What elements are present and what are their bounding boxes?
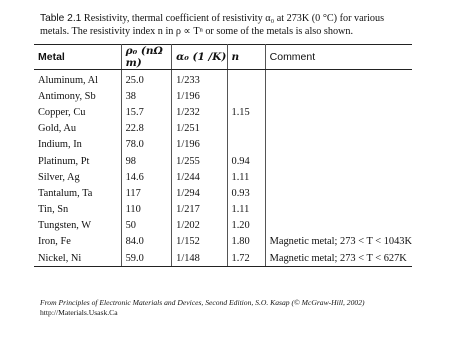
cell-metal: Tantalum, Ta [34,185,121,201]
table-row [34,169,412,185]
cell-resistivity: 38 [121,88,172,104]
cell-temp-coefficient: 1/233 [172,70,227,89]
cell-index-n: 1.11 [227,169,265,185]
source-url: http://Materials.Usask.Ca [40,308,118,317]
cell-temp-coefficient: 1/255 [172,153,227,169]
cell-temp-coefficient: 1/148 [172,250,227,267]
caption-table-number: Table 2.1 [40,13,82,24]
cell-temp-coefficient: 1/294 [172,185,227,201]
cell-metal: Platinum, Pt [34,153,121,169]
cell-comment [265,137,412,153]
cell-resistivity: 110 [121,202,172,218]
cell-comment [265,121,412,137]
cell-temp-coefficient: 1/196 [172,88,227,104]
cell-temp-coefficient: 1/202 [172,218,227,234]
cell-resistivity: 22.8 [121,121,172,137]
cell-temp-coefficient: 1/196 [172,137,227,153]
table-row [34,234,412,250]
caption-line-1 [40,12,440,25]
cell-temp-coefficient: 1/217 [172,202,227,218]
caption-text-1: Resistivity, thermal coefficient of resistivity α₀ at 273K (0 °C) for various [81,13,385,24]
cell-index-n: 0.94 [227,153,265,169]
cell-temp-coefficient: 1/232 [172,104,227,120]
cell-index-n: 1.11 [227,202,265,218]
source-citation [40,298,440,318]
cell-index-n: 0.93 [227,185,265,201]
header-resistivity: ρ₀ (nΩ m) [121,45,172,70]
table-row [34,153,412,169]
cell-index-n: 1.80 [227,234,265,250]
cell-comment [265,70,412,89]
cell-resistivity: 50 [121,218,172,234]
cell-comment [265,202,412,218]
table-row [34,121,412,137]
header-index-n: n [227,45,265,70]
table-caption [40,12,440,38]
table-row [34,218,412,234]
cell-metal: Tungsten, W [34,218,121,234]
cell-comment: Magnetic metal; 273 < T < 1043K [269,236,412,248]
cell-metal: Gold, Au [34,121,121,137]
cell-metal: Antimony, Sb [34,88,121,104]
header-temp-coefficient: α₀ (1 /K) [172,45,227,70]
cell-resistivity: 78.0 [121,137,172,153]
cell-resistivity: 25.0 [121,70,172,89]
table-row [34,104,412,120]
header-metal: Metal [34,45,121,70]
cell-comment [265,185,412,201]
caption-line-2: metals. The resistivity index n in ρ ∝ Tⁿ or some of the metals is also shown. [40,26,354,37]
cell-comment: Magnetic metal; 273 < T < 627K [265,250,412,267]
cell-resistivity: 59.0 [121,250,172,267]
header-row [34,45,412,70]
resistivity-table [34,44,412,267]
cell-temp-coefficient: 1/251 [172,121,227,137]
cell-index-n [227,88,265,104]
cell-metal: Copper, Cu [34,104,121,120]
cell-metal: Iron, Fe [34,234,121,250]
cell-index-n: 1.72 [227,250,265,267]
cell-comment [265,153,412,169]
table-row [34,250,412,267]
table-row [34,88,412,104]
cell-comment [265,218,412,234]
cell-index-n: 1.15 [227,104,265,120]
table-row [34,185,412,201]
cell-metal: Nickel, Ni [34,250,121,267]
cell-comment [265,169,412,185]
header-comment: Comment [265,45,412,70]
table-body [34,70,412,267]
cell-index-n [227,121,265,137]
table-row [34,137,412,153]
cell-resistivity: 15.7 [121,104,172,120]
cell-metal: Silver, Ag [34,169,121,185]
cell-comment [265,88,412,104]
table-row [34,70,412,89]
cell-resistivity: 84.0 [121,234,172,250]
source-line-1: From Principles of Electronic Materials and Devices, Second Edition, S.O. Kasap (© McGraw-Hill, 2002) [40,298,365,307]
cell-metal: Indium, In [34,137,121,153]
cell-temp-coefficient: 1/152 [172,234,227,250]
cell-index-n [227,137,265,153]
cell-temp-coefficient: 1/244 [172,169,227,185]
table-row [34,202,412,218]
cell-metal: Aluminum, Al [34,70,121,89]
cell-metal: Tin, Sn [34,202,121,218]
cell-comment [265,104,412,120]
cell-index-n: 1.20 [227,218,265,234]
cell-resistivity: 14.6 [121,169,172,185]
cell-resistivity: 98 [121,153,172,169]
cell-resistivity: 117 [121,185,172,201]
cell-index-n [227,70,265,89]
